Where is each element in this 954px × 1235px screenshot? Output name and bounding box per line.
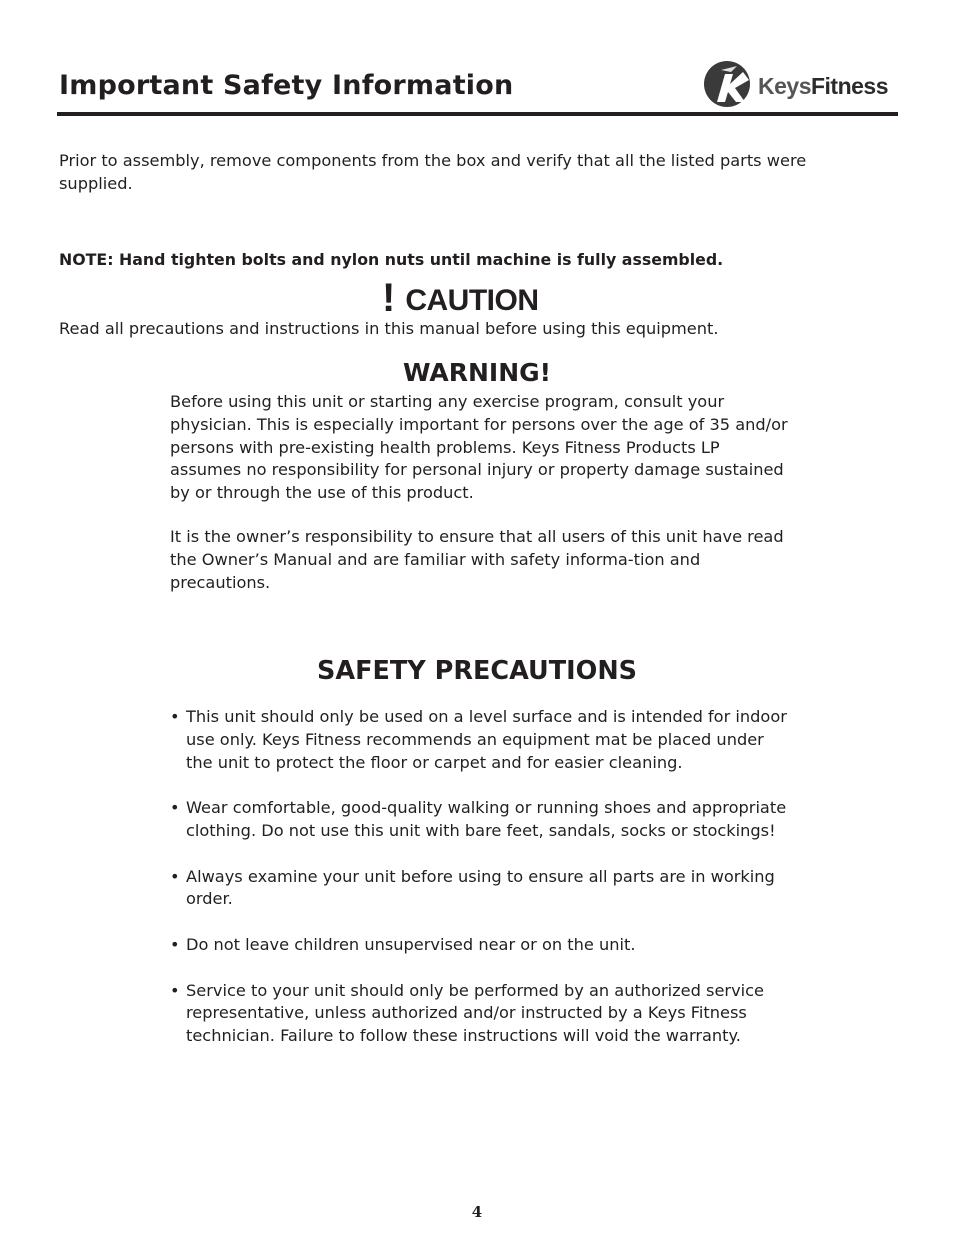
- exclamation-icon: !: [382, 276, 396, 320]
- list-item-text: Always examine your unit before using to ensure all parts are in working order.: [186, 866, 775, 909]
- keys-fitness-logo: [703, 58, 898, 110]
- assembly-note: NOTE: Hand tighten bolts and nylon nuts until machine is fully assembled.: [59, 250, 724, 269]
- caution-label: CAUTION: [405, 284, 539, 317]
- header-divider: [57, 112, 898, 116]
- safety-precautions-heading: SAFETY PRECAUTIONS: [316, 656, 638, 686]
- page-title: Important Safety Information: [59, 70, 514, 101]
- bullet-icon: •: [170, 798, 180, 818]
- list-item: [170, 866, 790, 912]
- logo-wordmark: [758, 73, 888, 100]
- warning-paragraph: Before using this unit or starting any exercise program, consult your physician. This is especially important for persons over the age of 35 and/or persons with pre-existing health problems. Keys Fitness Products LP assumes no responsibility for personal injury or property damage sustained by or through the use of this product.: [170, 392, 788, 503]
- bullet-icon: •: [170, 707, 180, 726]
- safety-precautions-list: [170, 706, 790, 1071]
- page-number: 4: [471, 1203, 483, 1221]
- list-item: [170, 706, 790, 774]
- list-item-text: Wear comfortable, good-quality walking or running shoes and appropriate clothing. Do not use this unit with bare feet, sandals, socks or stockings!: [186, 798, 787, 840]
- caution-heading: [382, 278, 538, 318]
- list-item: [170, 797, 790, 843]
- bullet-icon: •: [170, 866, 180, 886]
- list-item: [170, 980, 790, 1048]
- list-item-text: Do not leave children unsupervised near or on the unit.: [186, 934, 636, 954]
- caution-text: Read all precautions and instructions in this manual before using this equipment.: [59, 319, 719, 338]
- bullet-icon: •: [170, 934, 180, 954]
- intro-paragraph: Prior to assembly, remove components from the box and verify that all the listed parts were supplied.: [59, 151, 807, 193]
- owner-responsibility-paragraph: It is the owner’s responsibility to ensure that all users of this unit have read the Owner’s Manual and are familiar with safety informa-tion and precautions.: [170, 527, 784, 592]
- list-item-text: Service to your unit should only be performed by an authorized service representative, unless authorized and/or instructed by a Keys Fitness technician. Failure to follow these instructions will void the warranty.: [186, 980, 764, 1046]
- logo-wordmark-keys: Keys: [758, 73, 811, 99]
- logo-wordmark-fitness: Fitness: [810, 73, 889, 99]
- warning-heading: WARNING!: [402, 358, 552, 387]
- list-item: [170, 934, 790, 957]
- list-item-text: This unit should only be used on a level surface and is intended for indoor use only. Keys Fitness recommends an equipment mat be placed under the unit to protect the floor or carpet and for easier cleaning.: [186, 707, 787, 772]
- bullet-icon: •: [170, 980, 180, 1000]
- keys-fitness-emblem-icon: [703, 58, 753, 110]
